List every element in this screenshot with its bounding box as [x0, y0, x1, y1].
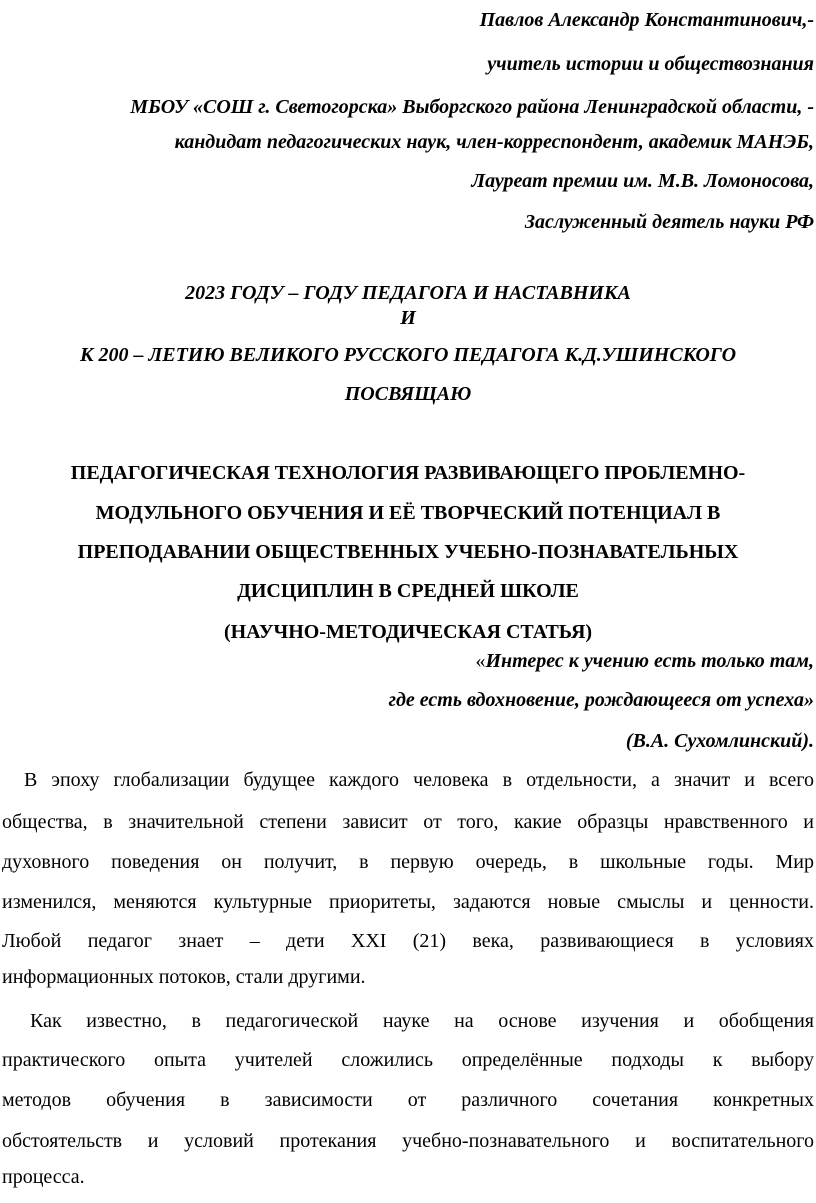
paragraph-2-line-5: процесса.	[2, 1166, 85, 1188]
epigraph-open-quote: «	[475, 650, 486, 672]
dedication-line-2: И	[400, 307, 416, 329]
epigraph-text-1: Интерес к учению есть только там,	[485, 650, 814, 672]
paragraph-1-line-5: Любой педагог знает – дети XXI (21) века, развивающиеся в условиях	[2, 930, 814, 952]
epigraph-author: (В.А. Сухомлинский).	[625, 730, 814, 752]
title-line-1: ПЕДАГОГИЧЕСКАЯ ТЕХНОЛОГИЯ РАЗВИВАЮЩЕГО ПРОБЛЕМНО-	[70, 462, 746, 484]
title-line-3: ПРЕПОДАВАНИИ ОБЩЕСТВЕННЫХ УЧЕБНО-ПОЗНАВАТЕЛЬНЫХ	[77, 541, 739, 563]
author-school: МБОУ «СОШ г. Светогорска» Выборгского района Ленинградской области, -	[130, 96, 814, 118]
epigraph-line-2: где есть вдохновение, рождающееся от успеха»	[388, 689, 814, 711]
paragraph-1-line-3: духовного поведения он получит, в первую очередь, в школьные годы. Мир	[2, 851, 814, 873]
author-award: Лауреат премии им. М.В. Ломоносова,	[471, 170, 814, 192]
paragraph-1-line-6: информационных потоков, стали другими.	[2, 966, 366, 988]
paragraph-2-line-1: Как известно, в педагогической науке на основе изучения и обобщения	[30, 1010, 814, 1032]
title-line-5: (НАУЧНО-МЕТОДИЧЕСКАЯ СТАТЬЯ)	[223, 621, 593, 643]
author-name: Павлов Александр Константинович,-	[479, 9, 814, 31]
paragraph-2-line-4: обстоятельств и условий протекания учебно-познавательного и воспитательного	[2, 1130, 814, 1152]
paragraph-1-line-1: В эпоху глобализации будущее каждого человека в отдельности, а значит и всего	[24, 769, 814, 791]
epigraph-line-1	[475, 649, 814, 673]
dedication-line-4: ПОСВЯЩАЮ	[344, 383, 472, 405]
dedication-line-1: 2023 ГОДУ – ГОДУ ПЕДАГОГА И НАСТАВНИКА	[185, 282, 631, 304]
dedication-line-3: К 200 – ЛЕТИЮ ВЕЛИКОГО РУССКОГО ПЕДАГОГА К.Д.УШИНСКОГО	[79, 344, 737, 366]
title-line-2: МОДУЛЬНОГО ОБУЧЕНИЯ И ЕЁ ТВОРЧЕСКИЙ ПОТЕНЦИАЛ В	[95, 502, 721, 524]
author-position: учитель истории и обществознания	[487, 53, 814, 75]
paragraph-1-line-4: изменился, меняются культурные приоритеты, задаются новые смыслы и ценности.	[2, 891, 814, 913]
author-honor: Заслуженный деятель науки РФ	[524, 211, 814, 233]
paragraph-1-line-2: общества, в значительной степени зависит от того, какие образцы нравственного и	[2, 811, 814, 833]
title-line-4: ДИСЦИПЛИН В СРЕДНЕЙ ШКОЛЕ	[237, 580, 579, 602]
author-degree: кандидат педагогических наук, член-корреспондент, академик МАНЭБ,	[174, 131, 814, 153]
paragraph-2-line-2: практического опыта учителей сложились определённые подходы к выбору	[2, 1049, 814, 1071]
paragraph-2-line-3: методов обучения в зависимости от различного сочетания конкретных	[2, 1089, 814, 1111]
